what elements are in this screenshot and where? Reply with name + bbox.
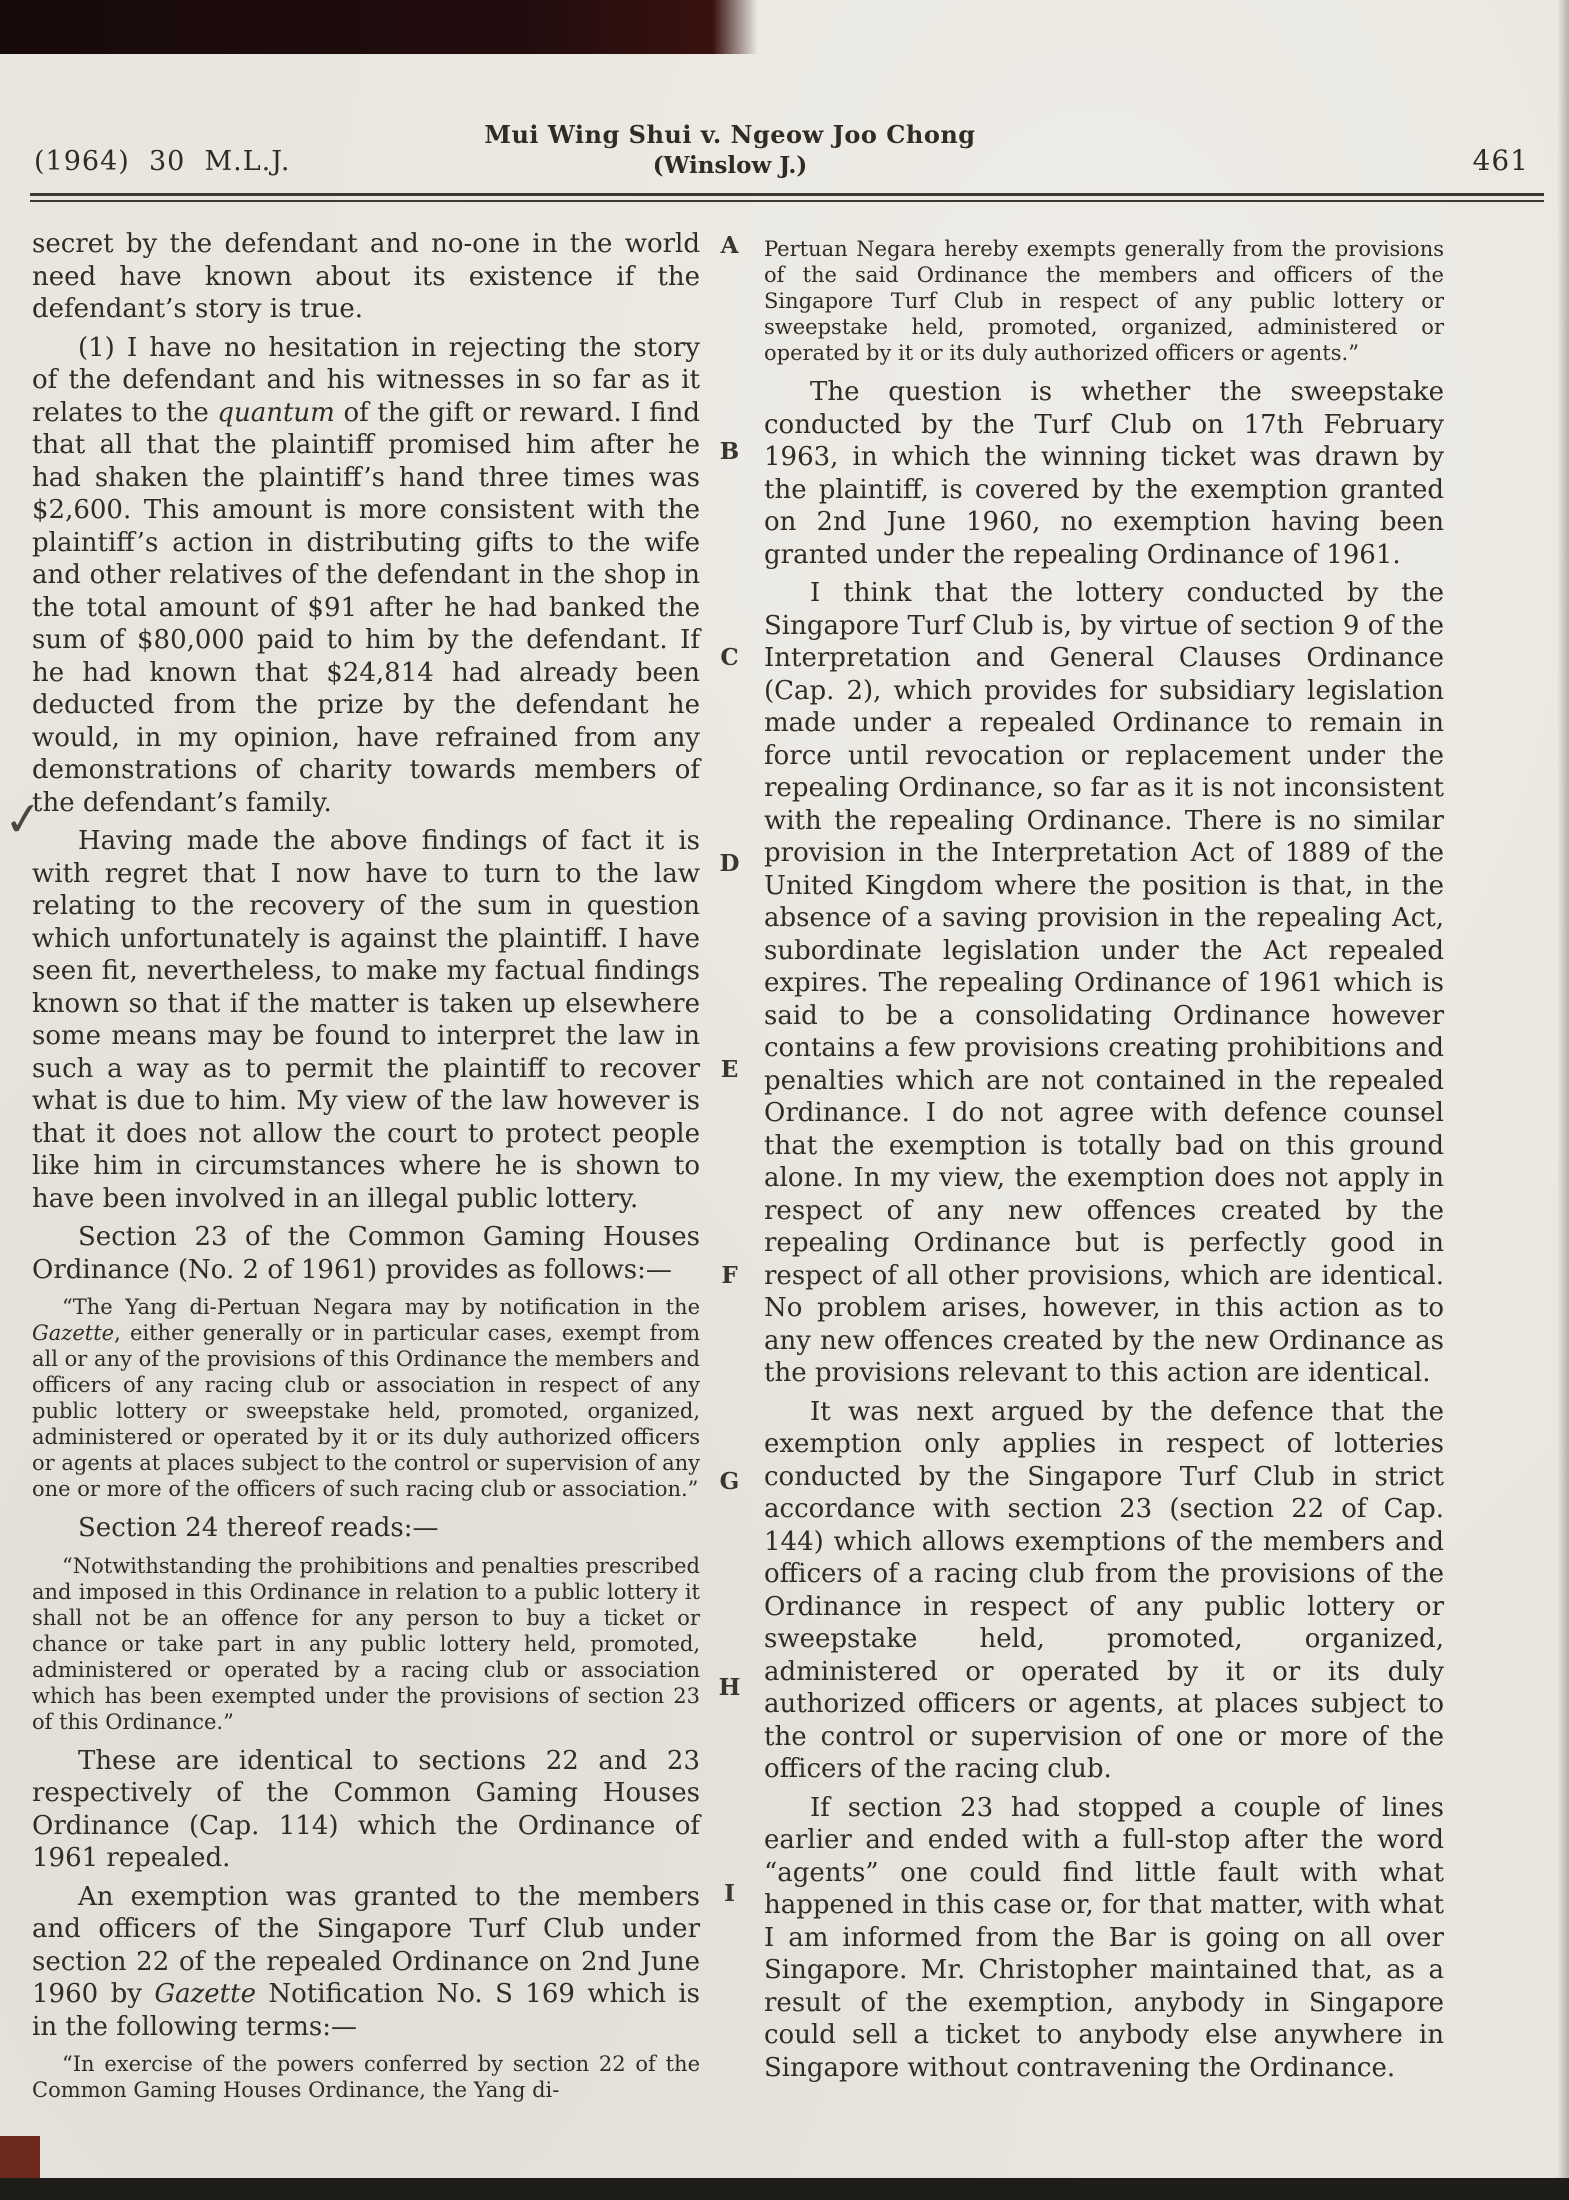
paragraph: “In exercise of the powers conferred by section 22 of the Common Gaming Houses Ordinance, the Yang di- — [32, 2052, 700, 2102]
case-title: Mui Wing Shui v. Ngeow Joo Chong — [484, 120, 976, 149]
margin-letter-F: F — [721, 1262, 739, 1289]
paragraph: The question is whether the sweepstake conducted by the Turf Club on 17th February 1963, in which the winning ticket was drawn by the plaintiff, is covered by the exemption granted on 2nd June 1960, no exemption having been granted under the repealing Ordinance of 1961. — [764, 377, 1444, 570]
paragraph: It was next argued by the defence that the exemption only applies in respect of lotteries conducted by the Singapore Turf Club in strict accordance with section 23 (section 22 of Cap. 144) which allows exemptions of the members and officers of a racing club from the provisions of the Ordinance in respect of any public lottery or sweepstake held, promoted, organized, administered or operated by it or its duly authorized officers or agents, at places subject to the control or supervision of one or more of the officers of the racing club. — [764, 1396, 1444, 1784]
scan-artifact-bottom-bar — [0, 2178, 1569, 2200]
scan-artifact-top-bar — [0, 0, 758, 54]
paragraph: Section 24 thereof reads:— — [78, 1513, 439, 1543]
paragraph: “The Yang di-Pertuan Negara may by notification in the Gazette, either generally or in particular cases, exempt from all or any of the provisions of this Ordinance the members and officers of any racing club or association in respect of any public lottery or sweepstake held, promoted, organized, administered or operated by it or its duly authorized officers or agents at places subject to the control or supervision of any one or more of the officers of such racing club or association.” — [32, 1295, 700, 1501]
paragraph: (1) I have no hesitation in rejecting the story of the defendant and his witnesses in so far as it relates to the quantum of the gift or reward. I find that all that the plaintiff promised him after he had shaken the plaintiff’s hand three times was $2,600. This amount is more consistent with the plaintiff’s action in distributing gifts to the wife and other relatives of the defendant in the shop in the total amount of $91 after he had banked the sum of $80,000 paid to him by the defendant. If he had known that $24,814 had already been deducted from the prize by the defendant he would, in my opinion, have refrained from any demonstrations of charity towards members of the defendant’s family. — [32, 332, 700, 818]
paragraph: “Notwithstanding the prohibitions and penalties prescribed and imposed in this Ordinance in relation to a public lottery it shall not be an offence for any person to buy a ticket or chance or take part in any public lottery held, promoted, administered or operated by a racing club or association which has been exempted under the provisions of section 23 of this Ordinance.” — [32, 1553, 700, 1734]
margin-checkmark: ✓ — [1, 790, 46, 848]
margin-letter-D: D — [719, 850, 741, 877]
page-number: 461 — [1472, 144, 1529, 177]
header-double-rule — [30, 193, 1544, 202]
paragraph: If section 23 had stopped a couple of lines earlier and ended with a full-stop after the word “agents” one could find little fault with what happened in this case or, for that matter, with what I am informed from the Bar is going on all over Singapore. Mr. Christopher maintained that, as a result of the exemption, anybody in Singapore could sell a ticket to anybody else anywhere in Singapore without contravening the Ordinance. — [764, 1792, 1444, 2083]
journal-citation: (1964) 30 M.L.J. — [34, 146, 291, 177]
margin-letter-H: H — [718, 1674, 742, 1701]
judge-name: (Winslow J.) — [652, 152, 808, 179]
margin-letter-A: A — [720, 232, 740, 259]
left-column — [32, 228, 700, 2113]
paragraph: secret by the defendant and no-one in the world need have known about its existence if the defendant’s story is true. — [32, 229, 700, 324]
margin-letter-I: I — [724, 1880, 736, 1907]
paragraph: An exemption was granted to the members and officers of the Singapore Turf Club under section 22 of the repealed Ordinance on 2nd June 1960 by Gazette Notification No. S 169 which is in the following terms:— — [32, 1881, 701, 2042]
paragraph: Section 23 of the Common Gaming Houses Ordinance (No. 2 of 1961) provides as follows:— — [32, 1222, 700, 1285]
paragraph: Pertuan Negara hereby exempts generally from the provisions of the said Ordinance the members and officers of the Singapore Turf Club in respect of any public lottery or sweepstake held, promoted, organized, administered or operated by it or its duly authorized officers or agents.” — [764, 237, 1444, 365]
margin-letter-B: B — [719, 438, 741, 465]
scan-artifact-right-edge — [1557, 0, 1569, 2200]
paragraph: Having made the above findings of fact it is with regret that I now have to turn to the law relating to the recovery of the sum in question which unfortunately is against the plaintiff. I have seen fit, nevertheless, to make my factual findings known so that if the matter is taken up elsewhere some means may be found to interpret the law in such a way as to permit the plaintiff to recover what is due to him. My view of the law however is that it does not allow the court to protect people like him in circumstances where he is shown to have been involved in an illegal public lottery. — [32, 826, 700, 1214]
margin-letter-E: E — [720, 1056, 740, 1083]
paragraph: I think that the lottery conducted by the Singapore Turf Club is, by virtue of section 9 of the Interpretation and General Clauses Ordinance (Cap. 2), which provides for subsidiary legislation made under a repealed Ordinance to remain in force until revocation or replacement under the repealing Ordinance, so far as it is not inconsistent with the repealing Ordinance. There is no similar provision in the Interpretation Act of 1889 of the United Kingdom where the position is that, in the absence of a saving provision in the repealing Act, subordinate legislation under the Act repealed expires. The repealing Ordinance of 1961 which is said to be a consolidating Ordinance however contains a few provisions creating prohibitions and penalties which are not contained in the repealed Ordinance. I do not agree with defence counsel that the exemption is totally bad on this ground alone. In my view, the exemption does not apply in respect of any new offences created by the repealing Ordinance but is perfectly good in respect of all other provisions, which are identical. No problem arises, however, in this action as to any new offences created by the new Ordinance as the provisions relevant to this action are identical. — [764, 578, 1444, 1388]
scan-artifact-corner-patch — [0, 2136, 40, 2182]
margin-letter-G: G — [719, 1468, 741, 1495]
paragraph: These are identical to sections 22 and 23 respectively of the Common Gaming Houses Ordinance (Cap. 114) which the Ordinance of 1961 repealed. — [32, 1745, 700, 1873]
right-column — [764, 228, 1444, 2090]
margin-letter-gutter — [702, 0, 758, 2200]
margin-letter-C: C — [720, 644, 740, 671]
